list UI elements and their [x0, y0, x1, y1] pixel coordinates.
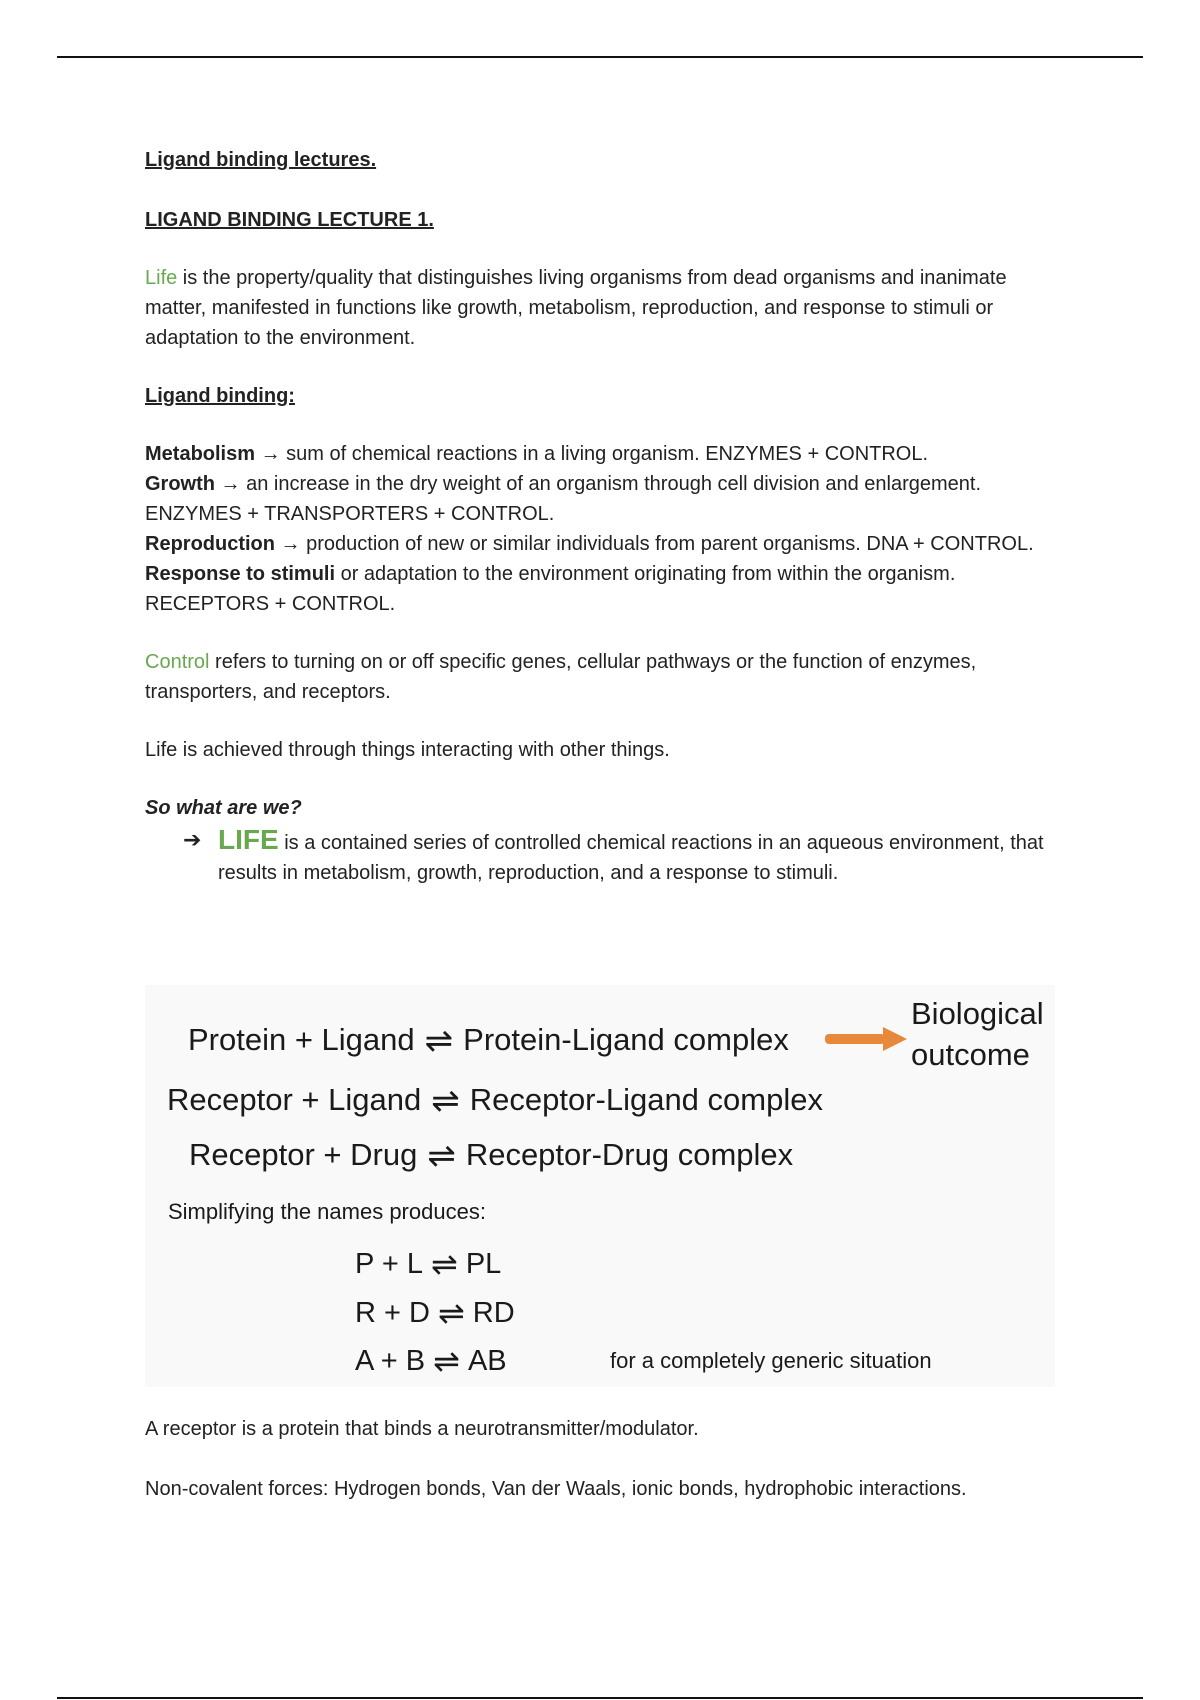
s2-product: RD — [472, 1297, 515, 1329]
control-keyword: Control — [145, 651, 210, 673]
orange-arrow-icon — [825, 1025, 907, 1053]
s3-reactants: A + B — [355, 1345, 426, 1377]
receptor-definition: A receptor is a protein that binds a neurotransmitter/modulator. — [145, 1418, 699, 1440]
term-reproduction: Reproduction — [145, 533, 275, 555]
outcome-line-2: outcome — [911, 1037, 1030, 1072]
ligand-binding-heading: Ligand binding: — [145, 385, 295, 407]
eq1-reactants: Protein + Ligand — [188, 1022, 415, 1057]
life-keyword: Life — [145, 267, 178, 289]
text-metabolism: sum of chemical reactions in a living organism. ENZYMES + CONTROL. — [286, 443, 929, 465]
question-heading: So what are we? — [145, 797, 302, 819]
eq1-product: Protein-Ligand complex — [463, 1022, 789, 1057]
lecture-heading: LIGAND BINDING LECTURE 1. — [145, 209, 434, 231]
life-summary-text: is a contained series of controlled chemical reactions in an aqueous environment, that results in metabolism, growth, reproduction, and a response to stimuli. — [218, 832, 1044, 884]
eq3-reactants: Receptor + Drug — [189, 1137, 418, 1172]
s3-product: AB — [467, 1345, 507, 1377]
equation-a-b — [355, 1342, 507, 1380]
life-summary-keyword: LIFE — [218, 824, 279, 855]
equilibrium-arrow-icon: ⇌ — [431, 1082, 460, 1120]
footer-rule — [57, 1697, 1143, 1699]
equilibrium-arrow-icon: ⇌ — [424, 1022, 454, 1060]
definition-metabolism — [145, 439, 1065, 469]
outcome-line-1: Biological — [911, 996, 1044, 1031]
definition-growth — [145, 469, 1065, 529]
text-response: or adaptation to the environment originating from within the organism. RECEPTORS + CONTROL. — [145, 563, 956, 615]
interaction-line: Life is achieved through things interacting with other things. — [145, 739, 670, 761]
main-heading: Ligand binding lectures. — [145, 149, 377, 171]
definition-response — [145, 559, 1065, 619]
document-body — [145, 145, 1065, 888]
life-definition-text: is the property/quality that distinguishes living organisms from dead organisms and inanimate matter, manifested in functions like growth, metabolism, reproduction, and response to stimuli or adaptation to the environment. — [145, 267, 1007, 349]
arrow-icon: → — [255, 443, 287, 465]
s2-reactants: R + D — [355, 1297, 430, 1329]
noncovalent-forces: Non-covalent forces: Hydrogen bonds, Van der Waals, ionic bonds, hydrophobic interactions. — [145, 1478, 967, 1500]
term-metabolism: Metabolism — [145, 443, 256, 465]
equation-p-l — [355, 1245, 501, 1283]
equilibrium-arrow-icon: ⇌ — [431, 1246, 458, 1282]
text-reproduction: production of new or similar individuals from parent organisms. DNA + CONTROL. — [306, 533, 1034, 555]
equation-receptor-drug — [189, 1136, 793, 1176]
s1-product: PL — [465, 1248, 502, 1280]
simplifying-caption: Simplifying the names produces: — [168, 1199, 486, 1224]
header-rule — [57, 56, 1143, 58]
term-growth: Growth — [145, 473, 215, 495]
equilibrium-arrow-icon: ⇌ — [427, 1137, 456, 1175]
arrow-icon: → — [275, 533, 307, 555]
eq2-product: Receptor-Ligand complex — [469, 1082, 823, 1117]
eq2-reactants: Receptor + Ligand — [167, 1082, 422, 1117]
arrow-icon: → — [215, 473, 247, 495]
s1-reactants: P + L — [355, 1248, 423, 1280]
control-definition — [145, 647, 1065, 707]
generic-situation-note: for a completely generic situation — [610, 1348, 932, 1373]
life-definition — [145, 263, 1065, 353]
biological-outcome — [911, 993, 1044, 1075]
binding-equations-figure — [145, 985, 1055, 1387]
equilibrium-arrow-icon: ⇌ — [437, 1295, 465, 1331]
definition-reproduction — [145, 529, 1065, 559]
control-definition-text: refers to turning on or off specific genes, cellular pathways or the function of enzymes, transporters, and receptors. — [145, 651, 977, 703]
closing-notes — [145, 1415, 1065, 1504]
arrow-bullet-icon: ➔ — [183, 827, 202, 852]
text-growth: an increase in the dry weight of an organism through cell division and enlargement. ENZYMES + TRANSPORTERS + CONTROL. — [145, 473, 981, 525]
equation-protein-ligand — [188, 1021, 789, 1061]
term-response: Response to stimuli — [145, 563, 336, 585]
life-summary-item — [145, 825, 1065, 888]
equilibrium-arrow-icon: ⇌ — [433, 1343, 460, 1379]
equation-r-d — [355, 1294, 515, 1332]
eq3-product: Receptor-Drug complex — [465, 1137, 794, 1172]
equation-receptor-ligand — [167, 1081, 823, 1121]
